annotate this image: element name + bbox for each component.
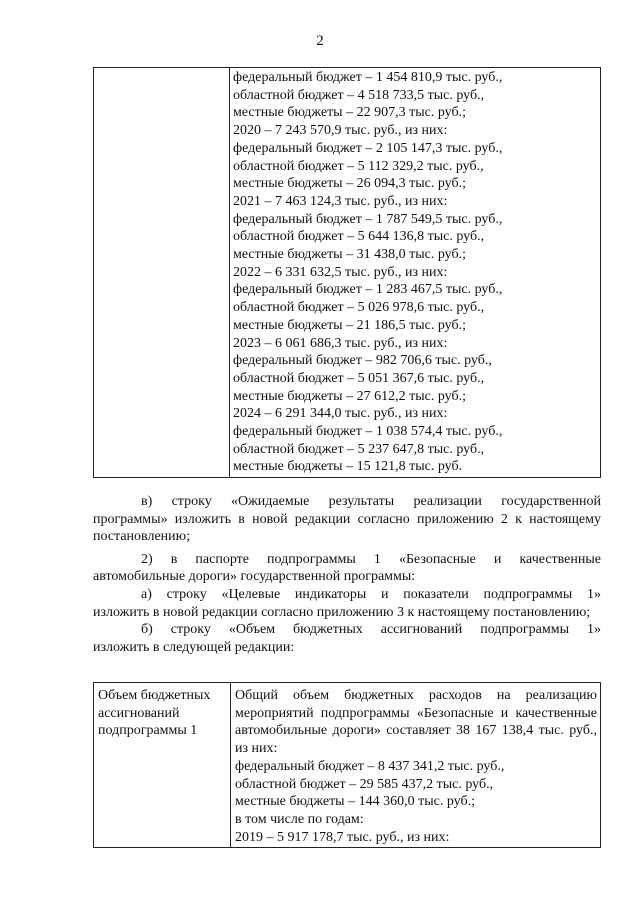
- page-number: 2: [316, 33, 324, 49]
- table-left-cell: [94, 68, 230, 478]
- table-row: [94, 683, 601, 848]
- funding-line: областной бюджет – 29 585 437,2 тыс. руб.,: [235, 776, 494, 792]
- funding-intro: Общий объем бюджетных расходов на реализацию мероприятий подпрограммы «Безопасные и качественные автомобильные дороги» составляет 38 167 138,4 тыс. руб., из них:: [235, 688, 597, 757]
- row-label-line: ассигнований: [98, 705, 180, 721]
- funding-line: 2024 – 6 291 344,0 тыс. руб., из них:: [233, 406, 448, 422]
- funding-details-cell: [230, 68, 601, 478]
- funding-line: местные бюджеты – 21 186,5 тыс. руб.;: [233, 317, 466, 333]
- funding-line: федеральный бюджет – 8 437 341,2 тыс. руб.,: [235, 758, 505, 774]
- paragraph-first-line: а) строку «Целевые индикаторы и показатели подпрограммы 1»: [141, 586, 601, 602]
- paragraph: [93, 493, 601, 546]
- paragraph-first-line: б) строку «Объем бюджетных ассигнований подпрограммы 1»: [141, 622, 601, 638]
- row-label-line: подпрограммы 1: [98, 723, 198, 739]
- funding-details-cell: [231, 683, 601, 848]
- table-left-cell: [94, 683, 231, 848]
- funding-line: областной бюджет – 5 112 329,2 тыс. руб.,: [233, 158, 484, 174]
- funding-line: 2023 – 6 061 686,3 тыс. руб., из них:: [233, 335, 448, 351]
- funding-line: местные бюджеты – 31 438,0 тыс. руб.;: [233, 247, 466, 263]
- funding-line: местные бюджеты – 22 907,3 тыс. руб.;: [233, 105, 466, 121]
- funding-line: областной бюджет – 5 026 978,6 тыс. руб.,: [233, 300, 485, 316]
- paragraph-rest: автомобильные дороги» государственной программы:: [93, 569, 416, 585]
- funding-line: 2019 – 5 917 178,7 тыс. руб., из них:: [235, 829, 450, 845]
- paragraph: [93, 551, 601, 586]
- funding-line: 2020 – 7 243 570,9 тыс. руб., из них:: [233, 123, 448, 139]
- row-label-line: Объем бюджетных: [98, 688, 211, 703]
- funding-table-top: [93, 67, 601, 478]
- funding-table-bottom: [93, 682, 601, 848]
- funding-line: местные бюджеты – 15 121,8 тыс. руб.: [233, 459, 463, 475]
- paragraph-first-line: 2) в паспорте подпрограммы 1 «Безопасные и качественные: [141, 551, 601, 567]
- funding-line: федеральный бюджет – 982 706,6 тыс. руб.,: [233, 353, 492, 369]
- funding-line: местные бюджеты – 26 094,3 тыс. руб.;: [233, 176, 466, 192]
- funding-line: местные бюджеты – 27 612,2 тыс. руб.;: [233, 388, 466, 404]
- funding-line: местные бюджеты – 144 360,0 тыс. руб.;: [235, 794, 475, 810]
- table-row: [94, 68, 601, 478]
- paragraph-rest: программы» изложить в новой редакции согласно приложению 2 к настоящему постановлению;: [93, 511, 601, 545]
- paragraph: [93, 621, 601, 656]
- funding-line: федеральный бюджет – 1 454 810,9 тыс. руб.,: [233, 70, 503, 85]
- funding-line: 2022 – 6 331 632,5 тыс. руб., из них:: [233, 264, 448, 280]
- funding-line: федеральный бюджет – 1 038 574,4 тыс. руб.,: [233, 424, 503, 440]
- body-text: [93, 493, 601, 656]
- funding-line: федеральный бюджет – 1 787 549,5 тыс. руб.,: [233, 211, 503, 227]
- funding-line: федеральный бюджет – 1 283 467,5 тыс. руб.,: [233, 282, 503, 298]
- funding-line: в том числе по годам:: [235, 811, 364, 827]
- paragraph-rest: изложить в новой редакции согласно приложению 3 к настоящему постановлению;: [93, 604, 591, 620]
- funding-line: федеральный бюджет – 2 105 147,3 тыс. руб.,: [233, 140, 503, 156]
- funding-line: 2021 – 7 463 124,3 тыс. руб., из них:: [233, 193, 448, 209]
- funding-line: областной бюджет – 5 237 647,8 тыс. руб.,: [233, 441, 485, 457]
- funding-line: областной бюджет – 4 518 733,5 тыс. руб.,: [233, 87, 485, 103]
- paragraph-first-line: в) строку «Ожидаемые результаты реализации государственной: [141, 494, 601, 509]
- paragraph-rest: изложить в следующей редакции:: [93, 639, 295, 655]
- funding-line: областной бюджет – 5 051 367,6 тыс. руб.,: [233, 370, 485, 386]
- paragraph: [93, 586, 601, 621]
- funding-line: областной бюджет – 5 644 136,8 тыс. руб.,: [233, 229, 485, 245]
